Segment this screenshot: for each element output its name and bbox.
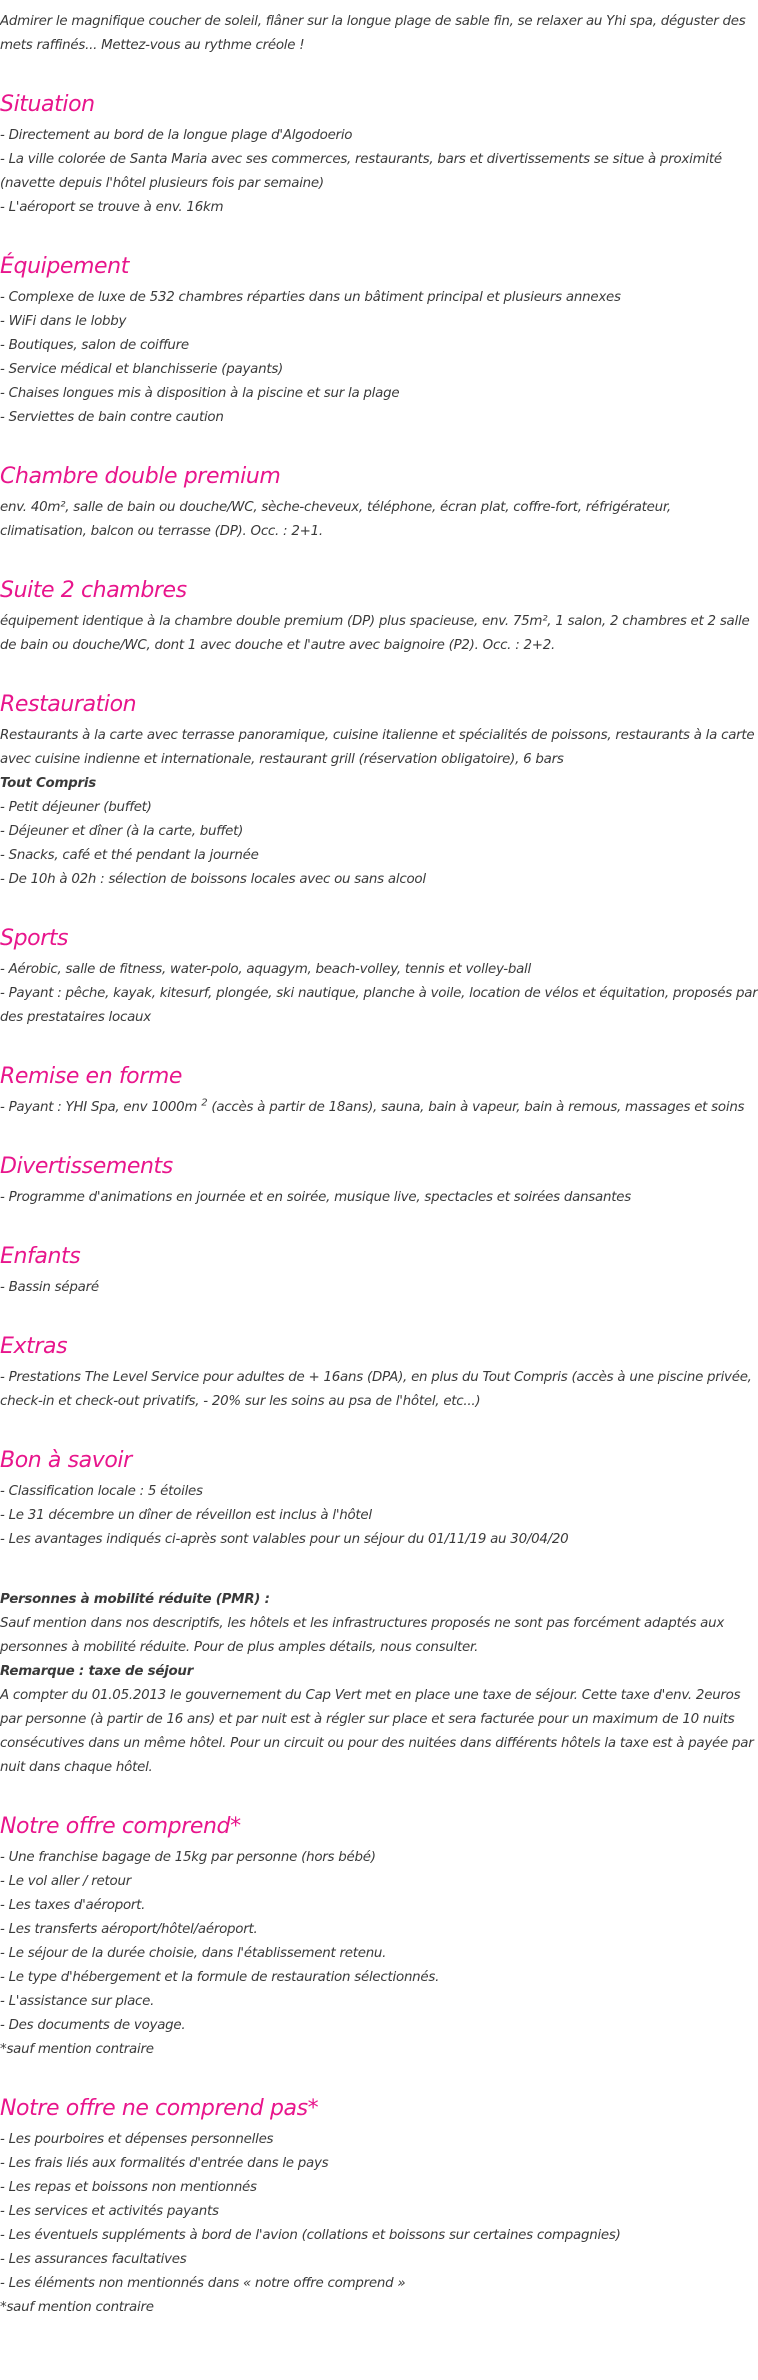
list-item: - Classification locale : 5 étoiles [0,1484,203,1499]
list-item: - Les avantages indiqués ci-après sont valables pour un séjour du 01/11/19 au 30/04/20 [0,1532,569,1547]
list-item: - Les repas et boissons non mentionnés [0,2180,257,2195]
list-item: - L'aéroport se trouve à env. 16km [0,200,224,215]
section-title-bon-a-savoir: Bon à savoir [0,1448,132,1473]
remise-sup: 2 [201,1097,208,1109]
restauration-text: Restaurants à la carte avec terrasse panoramique, cuisine italienne et spécialités de poissons, restaurants à la carte avec cuisine indienne et internationale, restaurant grill (réservation obligatoire), 6 bars [0,728,755,767]
spacer [0,1576,758,1588]
list-item: - WiFi dans le lobby [0,314,127,329]
list-item: - Bassin séparé [0,1280,99,1295]
remise-text [0,1096,758,1120]
section-title-divertissements: Divertissements [0,1154,173,1179]
list-item: - Service médical et blanchisserie (payants) [0,362,284,377]
section-title-situation: Situation [0,92,95,117]
hotel-description [0,10,758,2320]
bon-list [0,1480,758,1552]
list-item: - Les taxes d'aéroport. [0,1898,146,1913]
ne-comprend-list [0,2128,758,2296]
remise-text-before: - Payant : YHI Spa, env 1000m [0,1100,202,1115]
equipement-list [0,286,758,430]
pmr-text: Sauf mention dans nos descriptifs, les hôtels et les infrastructures proposés ne sont pas forcément adaptés aux personnes à mobilité réduite. Pour de plus amples détails, nous consulter. [0,1616,725,1655]
list-item: - Les éventuels suppléments à bord de l'avion (collations et boissons sur certaines compagnies) [0,2228,621,2243]
list-item: - Programme d'animations en journée et en soirée, musique live, spectacles et soirées dansantes [0,1190,631,1205]
section-title-equipement: Équipement [0,254,129,279]
list-item: - Directement au bord de la longue plage d'Algodoerio [0,128,353,143]
list-item: - De 10h à 02h : sélection de boissons locales avec ou sans alcool [0,872,426,887]
spacer [0,1552,758,1576]
list-item: - Les éléments non mentionnés dans « notre offre comprend » [0,2276,406,2291]
list-item: - Des documents de voyage. [0,2018,186,2033]
comprend-list [0,1846,758,2038]
list-item: - Une franchise bagage de 15kg par personne (hors bébé) [0,1850,376,1865]
sports-list [0,958,758,1030]
chambre-text: env. 40m², salle de bain ou douche/WC, sèche-cheveux, téléphone, écran plat, coffre-fort, réfrigérateur, climatisation, balcon ou terrasse (DP). Occ. : 2+1. [0,500,671,539]
list-item: - Serviettes de bain contre caution [0,410,224,425]
list-item: - Les assurances facultatives [0,2252,187,2267]
list-item: - Complexe de luxe de 532 chambres réparties dans un bâtiment principal et plusieurs annexes [0,290,621,305]
list-item: - Le 31 décembre un dîner de réveillon est inclus à l'hôtel [0,1508,372,1523]
list-item: - Les frais liés aux formalités d'entrée dans le pays [0,2156,329,2171]
list-item: - Les services et activités payants [0,2204,219,2219]
section-title-chambre: Chambre double premium [0,464,281,489]
section-title-sports: Sports [0,926,69,951]
intro-text: Admirer le magnifique coucher de soleil, flâner sur la longue plage de sable fin, se relaxer au Yhi spa, déguster des mets raffinés... Mettez-vous au rythme créole ! [0,14,746,53]
list-item: - Le type d'hébergement et la formule de restauration sélectionnés. [0,1970,440,1985]
list-item: - Le séjour de la durée choisie, dans l'établissement retenu. [0,1946,387,1961]
section-title-suite: Suite 2 chambres [0,578,187,603]
list-item: - Le vol aller / retour [0,1874,131,1889]
restauration-subtitle: Tout Compris [0,776,96,791]
ne-comprend-note: *sauf mention contraire [0,2300,154,2315]
section-title-remise: Remise en forme [0,1064,183,1089]
pmr-title: Personnes à mobilité réduite (PMR) : [0,1592,270,1607]
list-item: - L'assistance sur place. [0,1994,155,2009]
list-item: - Boutiques, salon de coiffure [0,338,189,353]
extras-text: - Prestations The Level Service pour adultes de + 16ans (DPA), en plus du Tout Compris (accès à une piscine privée, check-in et check-out privatifs, - 20% sur les soins au psa de l'hôtel, etc...) [0,1370,752,1409]
restauration-list [0,796,758,892]
comprend-note: *sauf mention contraire [0,2042,154,2057]
list-item: - Chaises longues mis à disposition à la piscine et sur la plage [0,386,400,401]
remise-text-after: (accès à partir de 18ans), sauna, bain à vapeur, bain à remous, massages et soins [207,1100,745,1115]
situation-list [0,124,758,220]
list-item: - Les pourboires et dépenses personnelles [0,2132,274,2147]
taxe-text: A compter du 01.05.2013 le gouvernement du Cap Vert met en place une taxe de séjour. Cette taxe d'env. 2euros par personne (à partir de 16 ans) et par nuit est à régler sur place et sera facturée pour un maximum de 10 nuits consécutives dans un même hôtel. Pour un circuit ou pour des nuitées dans différents hôtels la taxe est à payée par nuit dans chaque hôtel. [0,1688,754,1775]
list-item: - Déjeuner et dîner (à la carte, buffet) [0,824,244,839]
section-title-extras: Extras [0,1334,68,1359]
section-title-restauration: Restauration [0,692,137,717]
list-item: - Aérobic, salle de fitness, water-polo, aquagym, beach-volley, tennis et volley-ball [0,962,531,977]
list-item: - La ville colorée de Santa Maria avec ses commerces, restaurants, bars et divertissements se situe à proximité (navette depuis l'hôtel plusieurs fois par semaine) [0,152,722,191]
list-item: - Les transferts aéroport/hôtel/aéroport. [0,1922,258,1937]
list-item: - Petit déjeuner (buffet) [0,800,152,815]
section-title-offre-ne-comprend-pas: Notre offre ne comprend pas* [0,2096,319,2121]
taxe-title: Remarque : taxe de séjour [0,1664,194,1679]
list-item: - Snacks, café et thé pendant la journée [0,848,259,863]
section-title-offre-comprend: Notre offre comprend* [0,1814,241,1839]
list-item: - Payant : pêche, kayak, kitesurf, plongée, ski nautique, planche à voile, location de vélos et équitation, proposés par des prestataires locaux [0,986,758,1025]
suite-text: équipement identique à la chambre double premium (DP) plus spacieuse, env. 75m², 1 salon, 2 chambres et 2 salle de bain ou douche/WC, dont 1 avec douche et l'autre avec baignoire (P2). Occ. : 2+2. [0,614,750,653]
section-title-enfants: Enfants [0,1244,81,1269]
